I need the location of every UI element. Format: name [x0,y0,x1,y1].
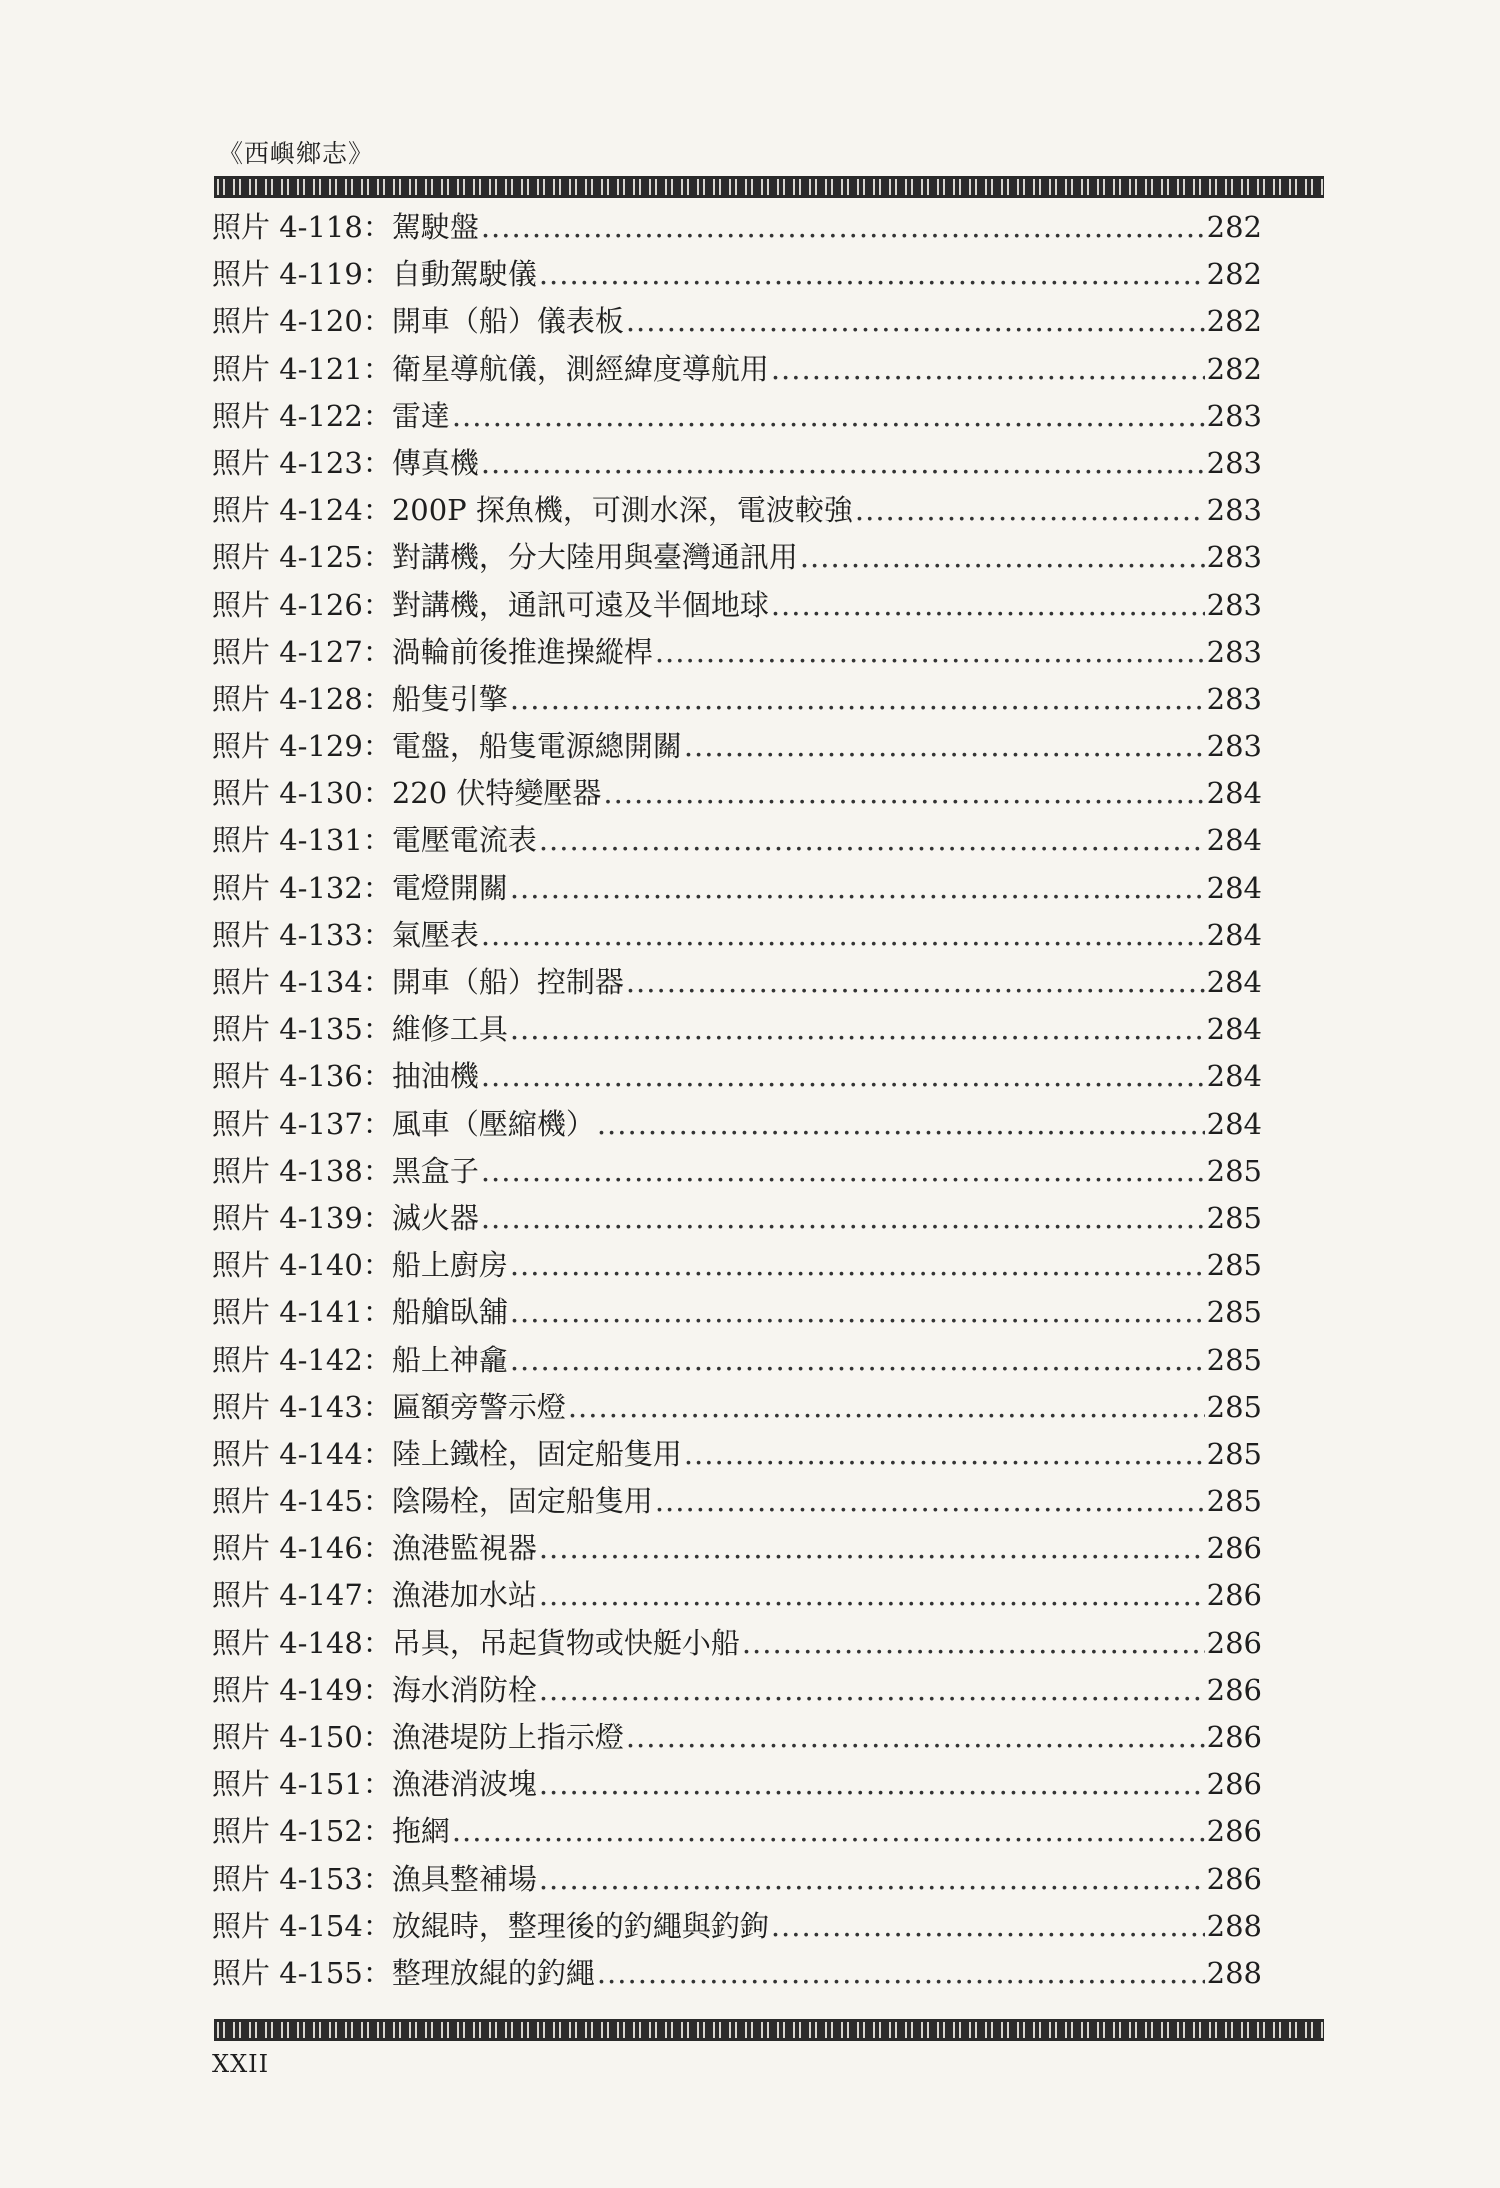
entry-page-number: 285 [1206,1295,1262,1330]
entry-label: 照片 4-142：船上神龕 [212,1342,508,1377]
toc-entry [212,1242,1262,1289]
toc-entry [212,582,1262,629]
entry-label: 照片 4-124：200P 探魚機，可測水深，電波較強 [212,493,853,528]
toc-entry [212,817,1262,864]
entry-page-number: 283 [1206,398,1262,433]
toc-entry [212,1006,1262,1053]
toc-entry [212,1903,1262,1950]
entry-label: 照片 4-150：漁港堤防上指示燈 [212,1720,624,1754]
dot-leader [510,676,1205,723]
toc-entry [212,204,1262,251]
entry-page-number: 286 [1206,1625,1262,1660]
top-ornamental-border [214,176,1324,198]
entry-page-number: 285 [1206,1200,1262,1235]
entry-label: 照片 4-151：漁港消波塊 [212,1767,537,1802]
dot-leader [568,1384,1205,1431]
dot-leader [742,1620,1205,1667]
dot-leader [510,1242,1205,1289]
entry-label: 照片 4-140：船上廚房 [212,1248,508,1283]
dot-leader [603,770,1204,817]
entry-page-number: 283 [1206,587,1262,622]
entry-page-number: 286 [1206,1672,1262,1707]
dot-leader [481,1053,1205,1100]
page-number: XXII [212,2050,270,2078]
dot-leader [539,1667,1205,1714]
entry-page-number: 286 [1206,1578,1262,1613]
entry-page-number: 286 [1206,1767,1262,1802]
entry-page-number: 283 [1206,540,1262,575]
entry-page-number: 283 [1206,634,1262,669]
entry-page-number: 283 [1206,729,1262,764]
toc-entry [212,1053,1262,1100]
entry-label: 照片 4-133：氣壓表 [212,917,479,952]
entry-label: 照片 4-152：拖網 [212,1814,450,1849]
dot-leader [510,1337,1205,1384]
toc-entry [212,1856,1262,1903]
bottom-ornamental-border [214,2019,1324,2041]
toc-entry [212,440,1262,487]
entry-label: 照片 4-139：滅火器 [212,1200,479,1235]
dot-leader [800,534,1205,581]
dot-leader [481,440,1205,487]
entry-page-number: 282 [1206,351,1262,386]
toc-entry [212,1525,1262,1572]
entry-label: 照片 4-131：電壓電流表 [212,823,537,858]
entry-label: 照片 4-125：對講機，分大陸用與臺灣通訊用 [212,540,798,575]
entry-label: 照片 4-144：陸上鐵栓，固定船隻用 [212,1436,682,1471]
dot-leader [481,912,1205,959]
entry-label: 照片 4-138：黑盒子 [212,1153,479,1188]
entry-label: 照片 4-137：風車（壓縮機） [212,1106,595,1141]
entry-label: 照片 4-154：放緄時，整理後的釣繩與釣鉤 [212,1908,769,1943]
entry-page-number: 285 [1206,1248,1262,1283]
dot-leader [684,1431,1205,1478]
entry-label: 照片 4-135：維修工具 [212,1012,508,1047]
toc-entry [212,1101,1262,1148]
toc-entry [212,393,1262,440]
entry-label: 照片 4-141：船艙臥舖 [212,1295,508,1330]
toc-entry [212,346,1262,393]
toc-entry [212,1667,1262,1714]
entry-page-number: 283 [1206,681,1262,716]
dot-leader [771,346,1205,393]
entry-page-number: 284 [1206,917,1262,952]
dot-leader [481,1195,1205,1242]
entry-page-number: 285 [1206,1153,1262,1188]
toc-entry [212,298,1262,345]
toc-entry [212,1620,1262,1667]
toc-entry [212,865,1262,912]
dot-leader [510,1006,1205,1053]
toc-entry [212,251,1262,298]
entry-page-number: 285 [1206,1484,1262,1519]
entry-page-number: 282 [1206,304,1262,339]
entry-page-number: 286 [1206,1861,1262,1896]
entry-page-number: 284 [1206,1106,1262,1141]
dot-leader [510,865,1205,912]
dot-leader [452,393,1205,440]
entry-page-number: 288 [1206,1908,1262,1943]
entry-page-number: 286 [1206,1531,1262,1566]
toc-entry [212,959,1262,1006]
entry-label: 照片 4-120：開車（船）儀表板 [212,304,624,339]
dot-leader [855,487,1205,534]
photo-list [212,204,1262,1997]
entry-label: 照片 4-149：海水消防栓 [212,1672,537,1707]
dot-leader [539,1761,1205,1808]
toc-entry [212,912,1262,959]
toc-entry [212,1337,1262,1384]
entry-label: 照片 4-128：船隻引擎 [212,681,508,716]
toc-entry [212,1714,1262,1761]
entry-label: 照片 4-134：開車（船）控制器 [212,965,624,999]
dot-leader [597,1101,1205,1148]
entry-label: 照片 4-136：抽油機 [212,1059,479,1094]
entry-page-number: 283 [1206,493,1262,528]
entry-page-number: 284 [1206,823,1262,858]
entry-page-number: 285 [1206,1342,1262,1377]
toc-entry [212,1808,1262,1855]
entry-label: 照片 4-129：電盤，船隻電源總開關 [212,729,682,764]
dot-leader [481,204,1205,251]
toc-entry [212,676,1262,723]
entry-page-number: 286 [1206,1720,1262,1754]
entry-page-number: 288 [1206,1955,1262,1990]
entry-label: 照片 4-119：自動駕駛儀 [212,257,537,292]
toc-entry [212,1761,1262,1808]
toc-entry [212,1950,1262,1997]
entry-page-number: 282 [1206,257,1262,292]
dot-leader [626,1714,1205,1761]
toc-entry [212,629,1262,676]
entry-label: 照片 4-147：漁港加水站 [212,1578,537,1613]
entry-label: 照片 4-153：漁具整補場 [212,1861,537,1896]
entry-label: 照片 4-118：駕駛盤 [212,210,479,244]
entry-label: 照片 4-130：220 伏特變壓器 [212,776,602,811]
entry-page-number: 285 [1206,1389,1262,1424]
entry-label: 照片 4-155：整理放緄的釣繩 [212,1955,595,1990]
dot-leader [539,1856,1205,1903]
entry-page-number: 283 [1206,445,1262,480]
toc-entry [212,1572,1262,1619]
toc-entry [212,1384,1262,1431]
entry-label: 照片 4-143：匾額旁警示燈 [212,1389,566,1424]
running-header-title: 《西嶼鄉志》 [218,139,375,168]
entry-page-number: 282 [1206,210,1262,244]
entry-label: 照片 4-123：傳真機 [212,445,479,480]
dot-leader [626,298,1205,345]
dot-leader [684,723,1205,770]
entry-label: 照片 4-132：電燈開關 [212,870,508,905]
dot-leader [539,1572,1205,1619]
dot-leader [510,1289,1205,1336]
toc-entry [212,1148,1262,1195]
entry-page-number: 284 [1206,870,1262,905]
toc-entry [212,534,1262,581]
entry-page-number: 285 [1206,1436,1262,1471]
dot-leader [626,959,1205,1006]
toc-entry [212,1195,1262,1242]
entry-page-number: 284 [1206,965,1262,999]
dot-leader [655,1478,1205,1525]
dot-leader [771,1903,1205,1950]
entry-label: 照片 4-121：衛星導航儀，測經緯度導航用 [212,351,769,386]
entry-label: 照片 4-122：雷達 [212,398,450,433]
toc-entry [212,1431,1262,1478]
dot-leader [539,1525,1205,1572]
dot-leader [597,1950,1205,1997]
dot-leader [452,1808,1205,1855]
entry-page-number: 284 [1206,1059,1262,1094]
toc-entry [212,487,1262,534]
dot-leader [771,582,1205,629]
dot-leader [539,251,1205,298]
entry-page-number: 286 [1206,1814,1262,1849]
toc-entry [212,1478,1262,1525]
entry-page-number: 284 [1206,1012,1262,1047]
dot-leader [655,629,1205,676]
entry-label: 照片 4-145：陰陽栓，固定船隻用 [212,1484,653,1519]
toc-entry [212,770,1262,817]
entry-label: 照片 4-146：漁港監視器 [212,1531,537,1566]
toc-entry [212,723,1262,770]
entry-label: 照片 4-148：吊具，吊起貨物或快艇小船 [212,1625,740,1660]
toc-entry [212,1289,1262,1336]
dot-leader [481,1148,1205,1195]
entry-label: 照片 4-127：渦輪前後推進操縱桿 [212,634,653,669]
entry-label: 照片 4-126：對講機，通訊可遠及半個地球 [212,587,769,622]
dot-leader [539,817,1205,864]
entry-page-number: 284 [1206,776,1262,811]
